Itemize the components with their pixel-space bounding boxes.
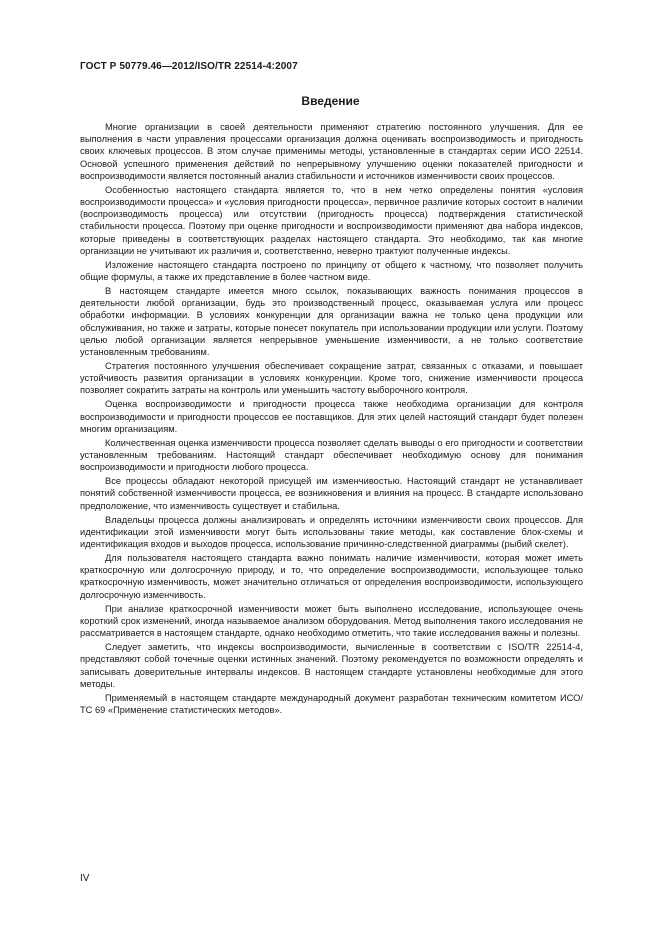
paragraph: Оценка воспроизводимости и пригодности процесса также необходима организации для контроля воспроизводимости и пригодности процессов ее поставщиков. Для этих целей настоящий стандарт будет полезен многим организациям. [80,399,583,434]
section-title: Введение [301,94,360,108]
paragraph: Особенностью настоящего стандарта является то, что в нем четко определены понятия «условия воспроизводимости процесса» и «условия пригодности процесса», первичное различие которых состоит в наличии (воспроизводимость процесса) или отсутствии (пригодность процесса) подтверждения статистической стабильности процесса. Поэтому при оценке пригодности и воспроизводимости применяют два набора индексов, которые приведены в соответствующих разделах настоящего стандарта. Это необходимо, так как многие организации не учитывают их различия и, соответственно, неверно трактуют полученные индексы. [80,184,583,256]
paragraph: Стратегия постоянного улучшения обеспечивает сокращение затрат, связанных с отказами, и повышает устойчивость развития организации в условиях конкуренции. Кроме того, снижение изменчивости процесса позволяет сократить затраты на контроль или уменьшить частоту выборочного контроля. [80,361,583,396]
paragraph: Многие организации в своей деятельности применяют стратегию постоянного улучшения. Для ее выполнения в части управления процессами организация должна оценивать воспроизводимость и пригодность своих ключевых процессов. В этом случае применимы методы, установленные в стандартах серии ИСО 22514. Основой успешного применения действий по непрерывному улучшению оценки показателей пригодности и воспроизводимости является постоянный анализ стабильности и источников изменчивости своих процессов. [80,122,583,181]
paragraph: Изложение настоящего стандарта построено по принципу от общего к частному, что позволяет получить общие формулы, а также их представление в более частном виде. [80,259,583,283]
paragraph: В настоящем стандарте имеется много ссылок, показывающих важность понимания процессов в деятельности любой организации, будь это производственный процесс, оказываемая услуга или процесс обработки информации. В условиях конкуренции для организации важна не только цена продукции или обслуживания, но также и затраты, которые понесет покупатель при использовании продукции или услуги. Поэтому целью любой организации является непрерывное уменьшение изменчивости, а не только соответствие установленным требованиям. [80,286,583,358]
paragraph: Следует заметить, что индексы воспроизводимости, вычисленные в соответствии с ISO/TR 22514-4, представляют собой точечные оценки истинных значений. Поэтому рекомендуется по возможности определять и записывать доверительные интервалы индексов. В настоящем стандарте установлены необходимые для этого методы. [80,642,583,689]
paragraph: Владельцы процесса должны анализировать и определять источники изменчивости своих процессов. Для идентификации этой изменчивости могут быть использованы такие методы, как составление блок-схемы и идентификация входов и выходов процесса, использование причинно-следственной диаграммы (рыбий скелет). [80,514,583,550]
paragraph: При анализе краткосрочной изменчивости может быть выполнено исследование, использующее очень короткий срок изменений, иногда называемое анализом оборудования. Метод выполнения такого исследования не рассматривается в настоящем стандарте, однако необходимо отметить, что такие исследования важны и полезны. [80,603,583,639]
paragraph: Все процессы обладают некоторой присущей им изменчивостью. Настоящий стандарт не устанавливает понятий собственной изменчивости процесса, ее возникновения и влияния на процесс. В стандарте использовано предположение, что изменчивость существует и стабильна. [80,476,583,511]
paragraph: Количественная оценка изменчивости процесса позволяет сделать выводы о его пригодности и соответствии установленным требованиям. Настоящий стандарт обеспечивает необходимую основу для понимания воспроизводимости и пригодности любого процесса. [80,437,583,473]
paragraph: Применяемый в настоящем стандарте международный документ разработан техническим комитетом ИСО/ТС 69 «Применение статистических методов». [80,692,583,715]
page-number: IV [80,873,90,884]
document-header: ГОСТ Р 50779.46—2012/ISO/TR 22514-4:2007 [80,61,298,72]
body-text [80,121,583,718]
paragraph: Для пользователя настоящего стандарта важно понимать наличие изменчивости, которая может иметь краткосрочную или долгосрочную природу, и то, что определение воспроизводимости, использующее только краткосрочную изменчивость, может значительно отличаться от определения воспроизводимости, использующего долгосрочную изменчивость. [80,553,583,600]
